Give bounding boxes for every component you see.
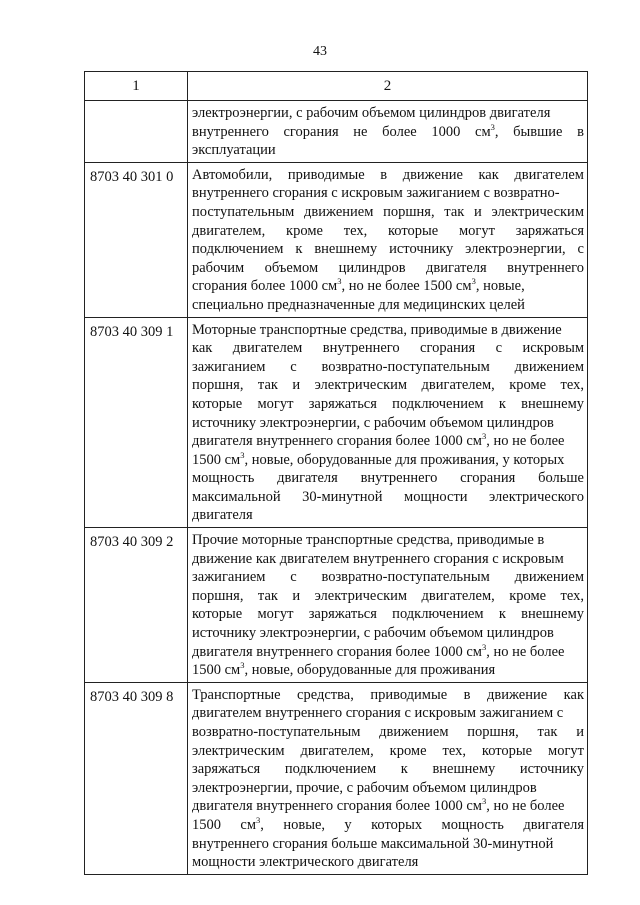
table-row — [85, 682, 588, 874]
tnved-code: 8703 40 309 8 — [85, 682, 188, 874]
description-line: Прочие моторные транспортные средства, приводимые в — [192, 532, 545, 549]
table-row — [85, 101, 588, 163]
description-line: источнику электроэнергии, с рабочим объемом цилиндров — [192, 625, 554, 642]
page-number: 43 — [313, 44, 327, 59]
goods-description — [188, 682, 588, 874]
column-header-2: 2 — [188, 72, 588, 101]
description-line: двигателя внутреннего сгорания более 1000 $см^3$, но не более — [192, 431, 565, 450]
description-line: как двигателем внутреннего сгорания с искровым — [192, 340, 584, 357]
tnved-code — [85, 101, 188, 163]
table-header-row — [85, 72, 588, 101]
description-line: специально предназначенные для медицинских целей — [192, 296, 525, 313]
description-line: которые могут заряжаться подключением к внешнему — [192, 395, 584, 412]
description-line: сгорания более 1000 $см^3$, но не более 1500 $см^3$, новые, — [192, 276, 525, 295]
description-line: электрическим двигателем, кроме тех, которые могут — [192, 742, 584, 759]
tnved-code: 8703 40 309 2 — [85, 528, 188, 683]
tnved-code: 8703 40 309 1 — [85, 317, 188, 528]
description-line: электроэнергии, прочие, с рабочим объемом цилиндров — [192, 779, 537, 796]
description-line: 1500 $см^3$, новые, у которых мощность двигателя — [192, 815, 584, 833]
description-line: Автомобили, приводимые в движение как двигателем — [192, 166, 584, 183]
goods-description — [188, 528, 588, 683]
description-line: внутреннего сгорания с искровым зажиганием с возвратно- — [192, 185, 560, 202]
goods-description — [188, 162, 588, 317]
description-line: заряжаться подключением к внешнему источнику — [192, 761, 584, 778]
description-line: движение как двигателем внутреннего сгорания с искровым — [192, 550, 564, 567]
description-line: двигателя — [192, 507, 253, 524]
description-line: внутреннего сгорания не более 1000 $см^3$, бывшие в — [192, 121, 584, 140]
description-line: поступательным движением поршня, так и электрическим — [192, 203, 584, 220]
column-header-1: 1 — [85, 72, 188, 101]
table-row — [85, 162, 588, 317]
description-line: Транспортные средства, приводимые в движение как — [192, 686, 584, 703]
description-line: мощности электрического двигателя — [192, 854, 419, 871]
description-line: двигателем, кроме тех, которые могут заряжаться — [192, 222, 584, 239]
description-line: Моторные транспортные средства, приводимые в движение — [192, 321, 562, 338]
description-line: которые могут заряжаться подключением к внешнему — [192, 606, 584, 623]
description-line: подключением к внешнему источнику электроэнергии, с — [192, 241, 584, 258]
description-line: рабочим объемом цилиндров двигателя внутреннего — [192, 259, 584, 276]
description-line: эксплуатации — [192, 142, 276, 159]
description-line: двигателя внутреннего сгорания более 1000 $см^3$, но не более — [192, 796, 565, 815]
description-line: поршня, так и электрическим двигателем, кроме тех, — [192, 377, 584, 394]
description-line: поршня, так и электрическим двигателем, кроме тех, — [192, 587, 584, 604]
goods-description — [188, 317, 588, 528]
description-line: возвратно-поступательным движением поршня, так и — [192, 724, 584, 740]
description-line: двигателя внутреннего сгорания более 1000 $см^3$, но не более — [192, 641, 565, 660]
description-line: мощность двигателя внутреннего сгорания больше — [192, 470, 584, 487]
description-line: внутреннего сгорания больше максимальной 30-минутной — [192, 835, 554, 852]
description-line: электроэнергии, с рабочим объемом цилиндров двигателя — [192, 105, 551, 121]
tariff-table — [84, 71, 588, 875]
goods-description — [188, 101, 588, 163]
description-line: двигателем внутреннего сгорания с искровым зажиганием с — [192, 705, 564, 722]
tnved-code: 8703 40 301 0 — [85, 162, 188, 317]
description-line: 1500 $см^3$, новые, оборудованные для проживания, у которых — [192, 449, 565, 468]
description-line: зажиганием с возвратно-поступательным движением — [192, 569, 584, 586]
description-line: источнику электроэнергии, с рабочим объемом цилиндров — [192, 414, 554, 431]
table-row — [85, 317, 588, 528]
description-line: зажиганием с возвратно-поступательным движением — [192, 358, 584, 375]
description-line: максимальной 30-минутной мощности электрического — [192, 488, 584, 505]
table-row — [85, 528, 588, 683]
description-line: 1500 $см^3$, новые, оборудованные для проживания — [192, 660, 496, 679]
